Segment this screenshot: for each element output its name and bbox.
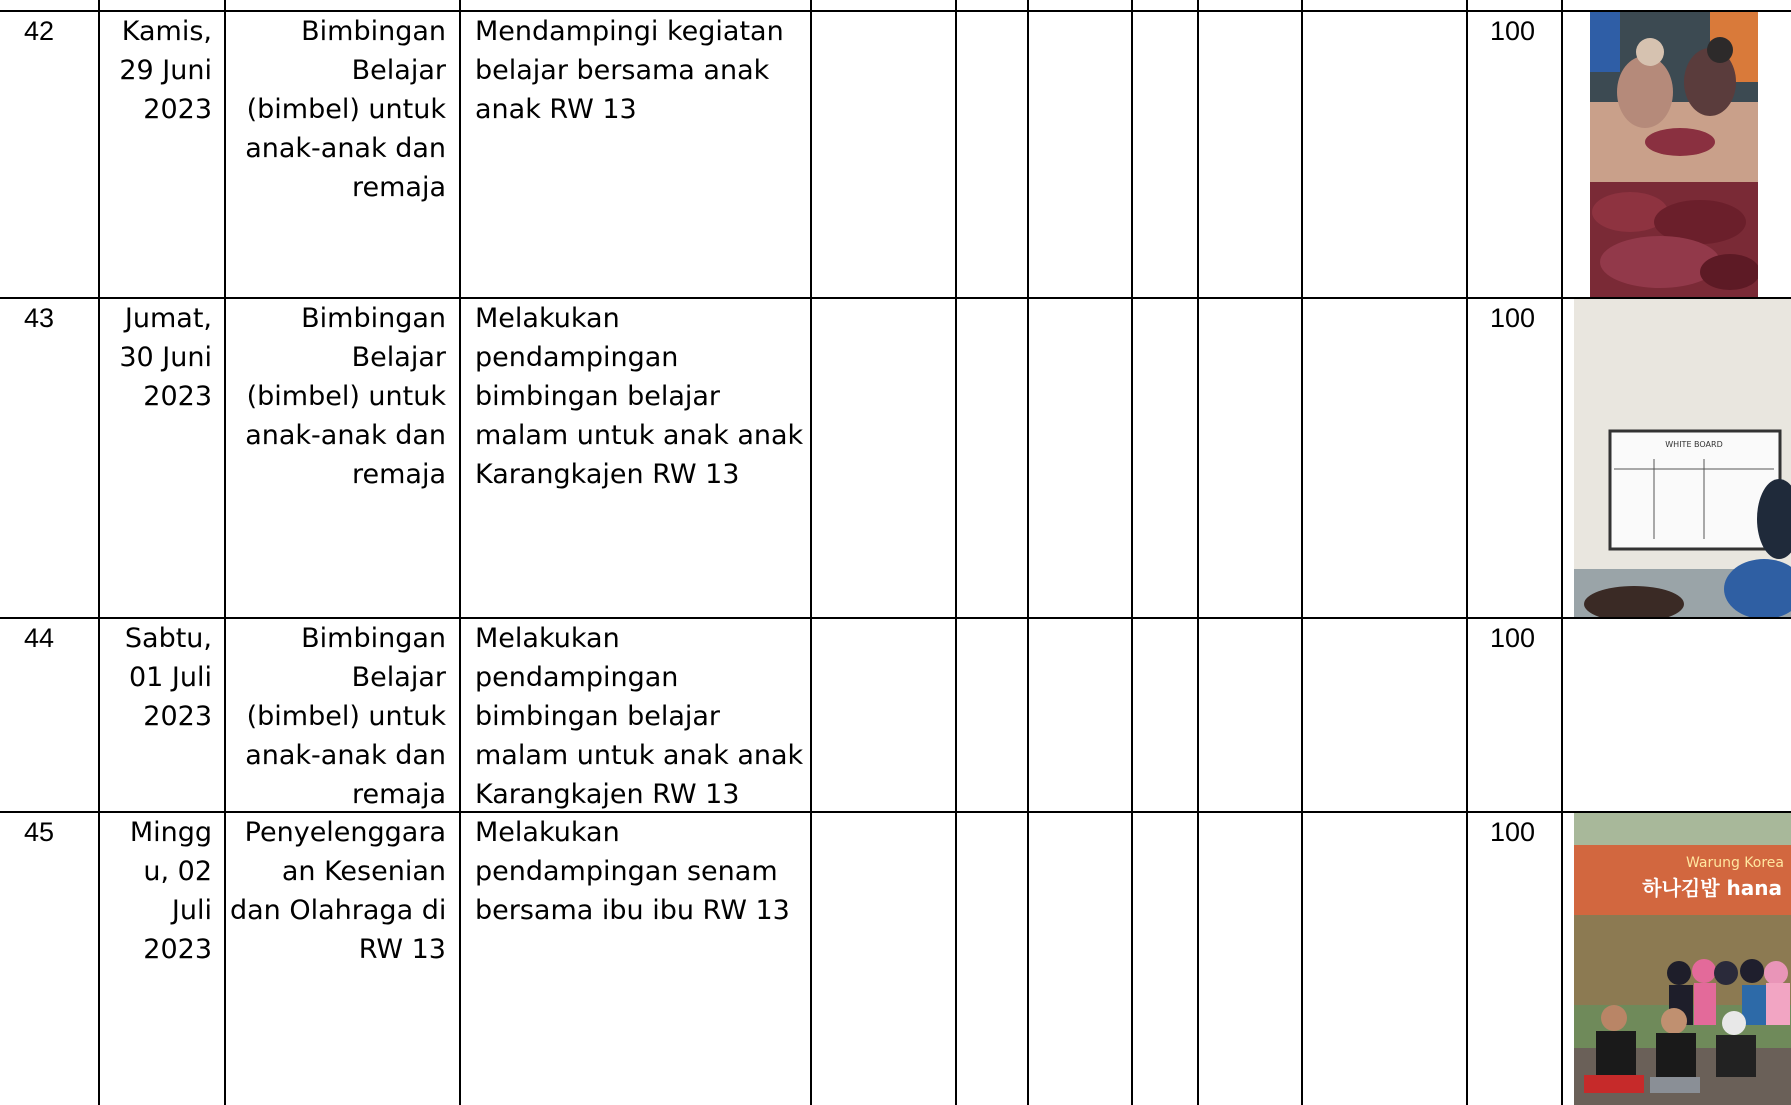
row-number: 45 [24,817,55,847]
value-cell: 100 [1490,303,1536,333]
activity-cell: Melakukan pendampingan bimbingan belajar malam untuk anak anak Karangkajen RW 13 [475,303,804,490]
row-number: 44 [24,623,55,653]
photo-meat-distribution [1590,12,1758,297]
date-cell: Kamis, 29 Juni 2023 [119,16,212,125]
value-cell: 100 [1490,16,1536,46]
program-cell: Penyelenggara an Kesenian dan Olahraga di RW 13 [230,817,447,965]
program-cell: Bimbingan Belajar (bimbel) untuk anak-anak dan remaja [245,16,446,203]
activity-cell: Mendampingi kegiatan belajar bersama anak anak RW 13 [475,16,784,125]
activity-cell: Melakukan pendampingan bimbingan belajar malam untuk anak anak Karangkajen RW 13 [475,623,804,810]
date-cell: Jumat, 30 Juni 2023 [119,303,212,412]
date-cell: Sabtu, 01 Juli 2023 [124,623,212,732]
photo-group-exercise [1574,813,1791,1105]
svg-text:하나김밥 hana: 하나김밥 hana [1642,876,1782,900]
value-cell: 100 [1490,623,1536,653]
program-cell: Bimbingan Belajar (bimbel) untuk anak-anak dan remaja [245,623,446,810]
row-number: 43 [24,303,55,333]
activity-cell: Melakukan pendampingan senam bersama ibu ibu RW 13 [475,817,790,926]
value-cell: 100 [1490,817,1536,847]
program-cell: Bimbingan Belajar (bimbel) untuk anak-anak dan remaja [245,303,446,490]
svg-text:WHITE BOARD: WHITE BOARD [1665,440,1723,449]
svg-text:Warung Korea: Warung Korea [1685,855,1784,871]
photo-whiteboard [1574,299,1791,617]
row-number: 42 [24,16,55,46]
date-cell: Mingg u, 02 Juli 2023 [129,817,212,965]
